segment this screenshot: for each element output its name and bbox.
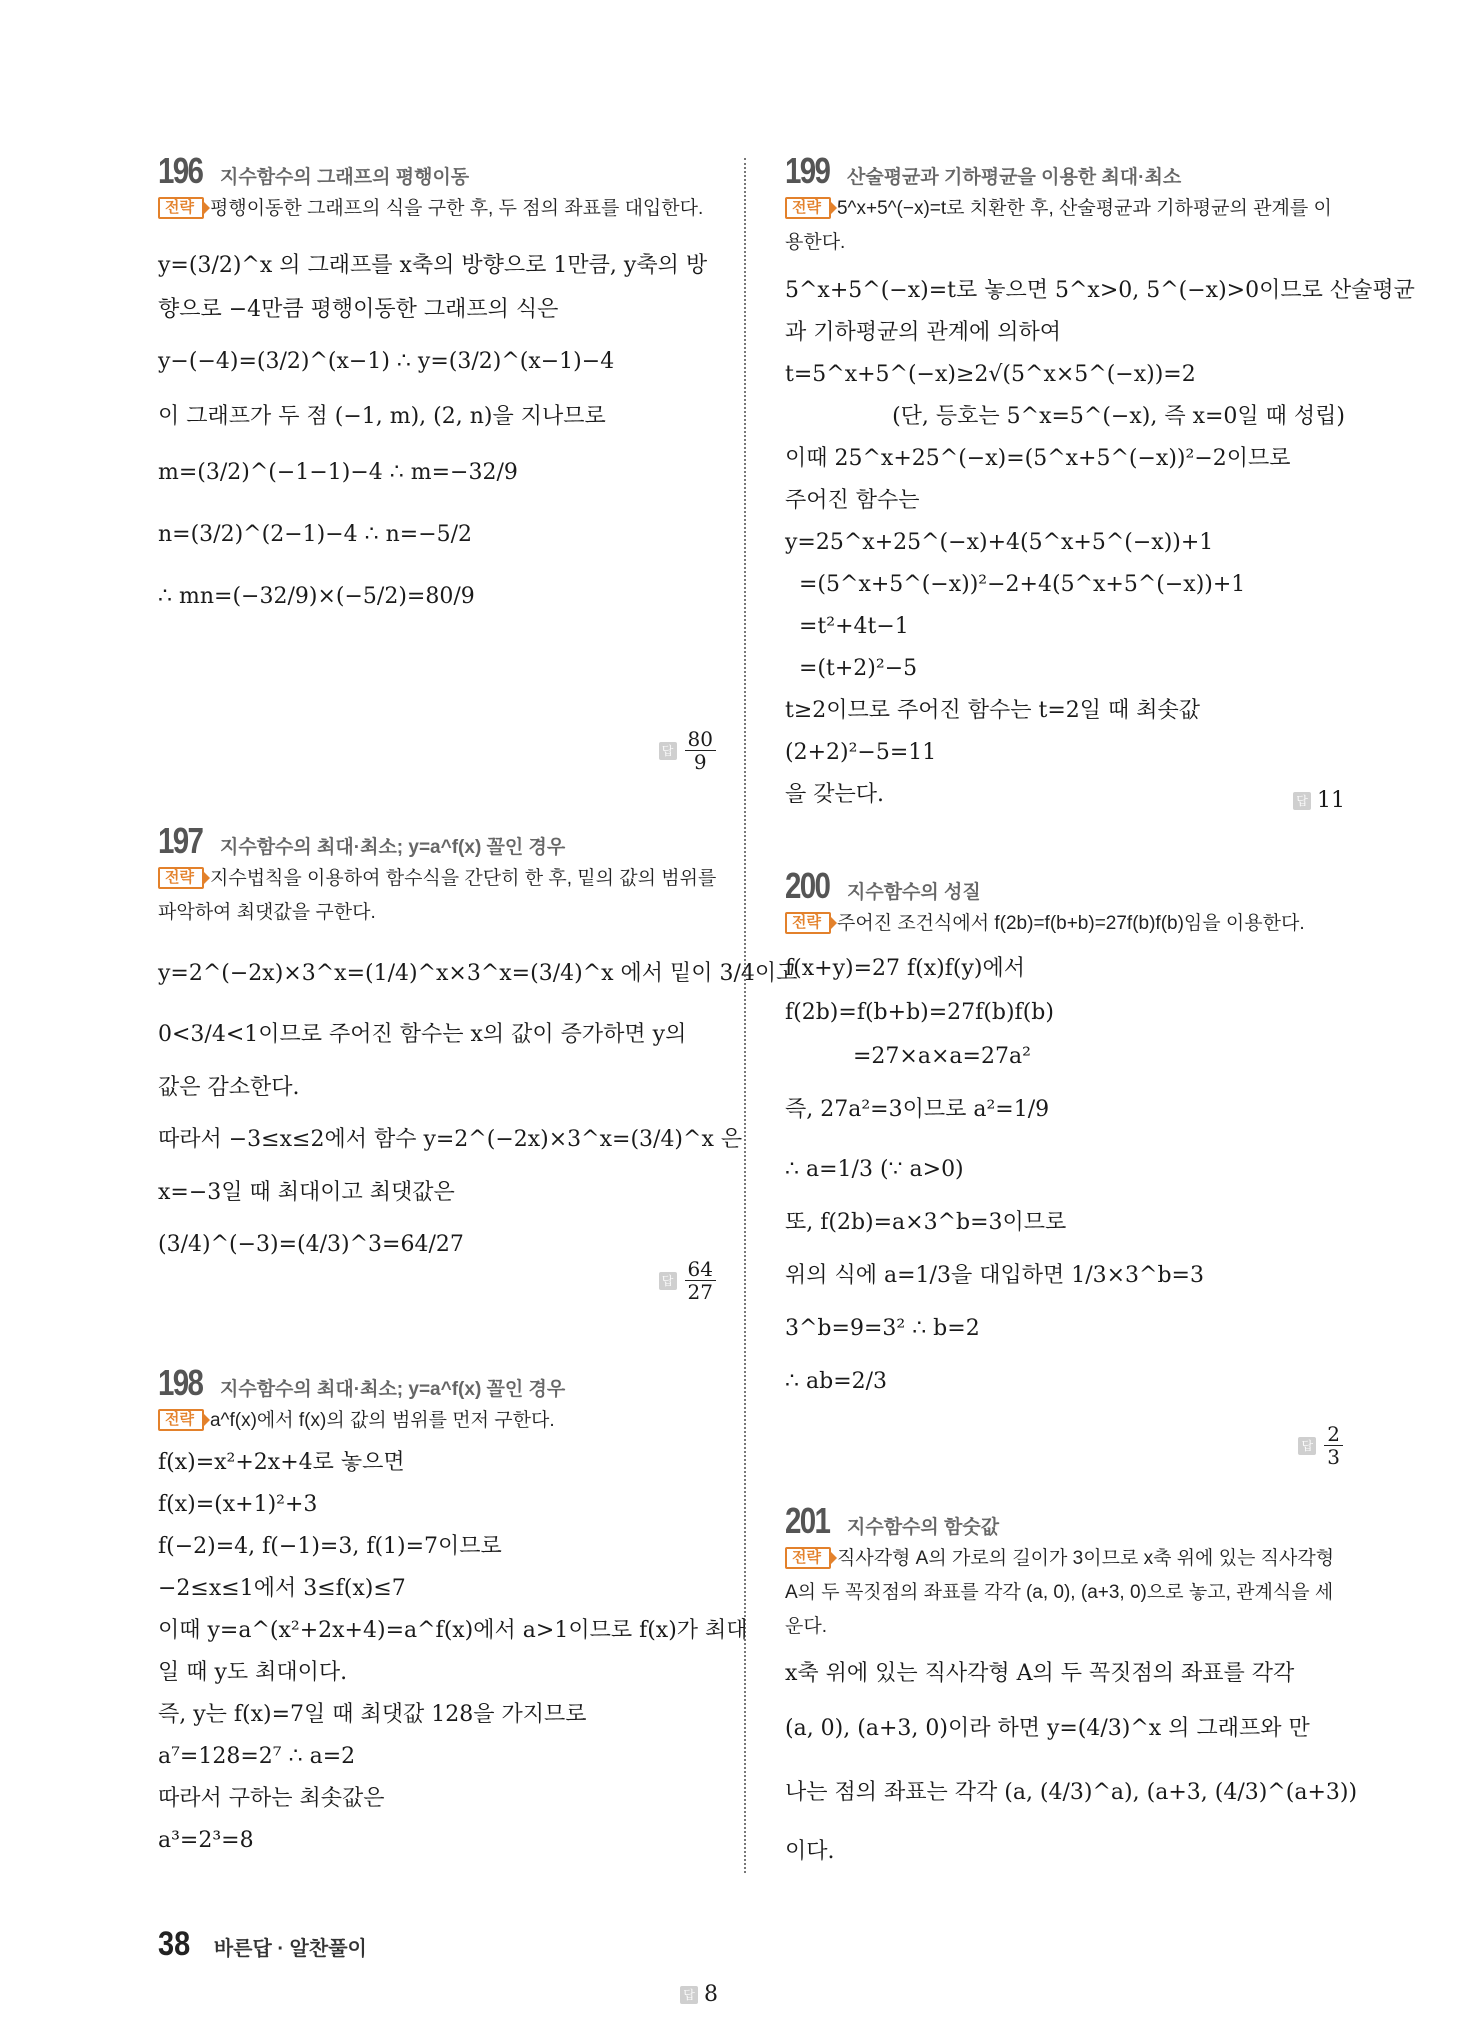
problem-title: 지수함수의 최대·최소; y=a^f(x) 꼴인 경우 — [220, 1379, 566, 1400]
problem-number: 196 — [158, 150, 203, 191]
strategy-badge: 전략 — [158, 867, 204, 889]
problem-201 — [785, 1500, 1358, 1878]
strategy-badge: 전략 — [158, 197, 204, 219]
answer-icon: 답 — [1298, 1437, 1316, 1455]
problem-200 — [785, 865, 1345, 1469]
strategy-badge: 전략 — [785, 1547, 831, 1569]
answer-value: 8 — [704, 1982, 718, 2007]
solution-line: n=(3/2)^(2−1)−4 ∴ n=−5/2 — [158, 522, 473, 547]
strategy — [785, 907, 1345, 941]
problem-197 — [158, 820, 798, 1304]
solution-line: 값은 감소한다. — [158, 1075, 300, 1100]
solution-line: f(−2)=4, f(−1)=3, f(1)=7이므로 — [158, 1534, 502, 1559]
answer — [659, 1258, 718, 1303]
strategy-badge: 전략 — [785, 197, 831, 219]
solution-line: ∴ mn=(−32/9)×(−5/2)=80/9 — [158, 584, 475, 609]
solution-line: 이 그래프가 두 점 (−1, m), (2, n)을 지나므로 — [158, 404, 606, 429]
solution-line: 이때 y=a^(x²+2x+4)=a^f(x)에서 a>1이므로 f(x)가 최대 — [158, 1618, 748, 1643]
strategy-text: 지수법칙을 이용하여 함수식을 간단히 한 후, 밑의 값의 범위를 파악하여 최댓값을 구한다. — [158, 868, 717, 923]
solution-line: 3^b=9=3² ∴ b=2 — [785, 1316, 980, 1341]
strategy — [785, 1542, 1345, 1644]
answer — [1298, 1423, 1345, 1468]
solution-line: x축 위에 있는 직사각형 A의 두 꼭짓점의 좌표를 각각 — [785, 1661, 1295, 1686]
solution-line: m=(3/2)^(−1−1)−4 ∴ m=−32/9 — [158, 460, 518, 485]
solution-line: (단, 등호는 5^x=5^(−x), 즉 x=0일 때 성립) — [892, 404, 1345, 429]
solution-line: y=25^x+25^(−x)+4(5^x+5^(−x))+1 — [785, 530, 1214, 555]
solution-line: (3/4)^(−3)=(4/3)^3=64/27 — [158, 1232, 464, 1257]
problem-number: 199 — [785, 150, 830, 191]
strategy — [158, 862, 718, 930]
strategy-text: 5^x+5^(−x)=t로 치환한 후, 산술평균과 기하평균의 관계를 이용한다. — [785, 198, 1332, 253]
answer-numerator: 2 — [1324, 1423, 1343, 1446]
problem-199 — [785, 150, 1415, 816]
problem-number: 198 — [158, 1362, 203, 1403]
solution-line: 이때 25^x+25^(−x)=(5^x+5^(−x))²−2이므로 — [785, 446, 1291, 471]
solution-line: 주어진 함수는 — [785, 488, 920, 513]
solution-line: 따라서 −3≤x≤2에서 함수 y=2^(−2x)×3^x=(3/4)^x 은 — [158, 1127, 743, 1152]
solution-line: (2+2)²−5=11 — [785, 740, 937, 765]
solution-line: f(x)=x²+2x+4로 놓으면 — [158, 1450, 405, 1475]
solution-line: 일 때 y도 최대이다. — [158, 1660, 348, 1685]
answer — [680, 1982, 718, 2007]
solution-line: 5^x+5^(−x)=t로 놓으면 5^x>0, 5^(−x)>0이므로 산술평균 — [785, 278, 1415, 303]
solution-line: 위의 식에 a=1/3을 대입하면 1/3×3^b=3 — [785, 1263, 1204, 1288]
solution-line: 즉, y는 f(x)=7일 때 최댓값 128을 가지므로 — [158, 1702, 587, 1727]
solution-line: y=(3/2)^x 의 그래프를 x축의 방향으로 1만큼, y축의 방 — [158, 253, 708, 278]
solution-line: x=−3일 때 최대이고 최댓값은 — [158, 1180, 455, 1205]
problem-title: 산술평균과 기하평균을 이용한 최대·최소 — [847, 167, 1182, 188]
solution-line: 과 기하평균의 관계에 의하여 — [785, 320, 1062, 345]
solution-line: 이다. — [785, 1839, 835, 1864]
answer-denominator: 27 — [687, 1280, 713, 1304]
problem-title: 지수함수의 그래프의 평행이동 — [220, 167, 470, 188]
solution-line: ∴ ab=2/3 — [785, 1369, 888, 1394]
answer — [659, 728, 718, 773]
page-footer — [158, 1925, 367, 1964]
footer-label: 바른답 · 알찬풀이 — [213, 1938, 367, 1960]
answer-icon: 답 — [1293, 792, 1311, 810]
answer-value: 11 — [1317, 788, 1345, 813]
problem-number: 200 — [785, 865, 830, 906]
strategy-text: 직사각형 A의 가로의 길이가 3이므로 x축 위에 있는 직사각형 A의 두 꼭짓점의 좌표를 각각 (a, 0), (a+3, 0)으로 놓고, 관계식을 세운다. — [785, 1548, 1335, 1637]
solution-line: 향으로 −4만큼 평행이동한 그래프의 식은 — [158, 297, 559, 322]
strategy — [158, 192, 718, 226]
solution-line: =27×a×a=27a² — [853, 1044, 1031, 1069]
answer-denominator: 9 — [693, 750, 707, 774]
solution-line: 따라서 구하는 최솟값은 — [158, 1786, 385, 1811]
solution-line: f(2b)=f(b+b)=27f(b)f(b) — [785, 1000, 1054, 1025]
problem-number: 197 — [158, 820, 203, 861]
problem-title: 지수함수의 함숫값 — [847, 1517, 1000, 1538]
solution-line: y−(−4)=(3/2)^(x−1) ∴ y=(3/2)^(x−1)−4 — [158, 349, 615, 374]
solution-line: y=2^(−2x)×3^x=(1/4)^x×3^x=(3/4)^x 에서 밑이 3/4이고 — [158, 961, 798, 986]
strategy-badge: 전략 — [785, 912, 831, 934]
solution-line: f(x)=(x+1)²+3 — [158, 1492, 318, 1517]
strategy-text: a^f(x)에서 f(x)의 값의 범위를 먼저 구한다. — [209, 1410, 555, 1431]
answer-numerator: 64 — [685, 1258, 716, 1281]
solution-line: =(t+2)²−5 — [799, 656, 918, 681]
answer — [1293, 788, 1345, 813]
answer-icon: 답 — [659, 742, 677, 760]
strategy-text: 주어진 조건식에서 f(2b)=f(b+b)=27f(b)f(b)임을 이용한다. — [836, 913, 1305, 934]
solution-line: f(x+y)=27 f(x)f(y)에서 — [785, 956, 1025, 981]
problem-title: 지수함수의 성질 — [847, 882, 981, 903]
solution-line: t=5^x+5^(−x)≥2√(5^x×5^(−x))=2 — [785, 362, 1196, 387]
solution-line: −2≤x≤1에서 3≤f(x)≤7 — [158, 1576, 406, 1601]
column-divider — [744, 158, 746, 1873]
problem-196 — [158, 150, 718, 774]
solution-line: 즉, 27a²=3이므로 a²=1/9 — [785, 1097, 1050, 1122]
answer-numerator: 80 — [685, 728, 716, 751]
solution-line: 0<3/4<1이므로 주어진 함수는 x의 값이 증가하면 y의 — [158, 1022, 687, 1047]
solution-line: =(5^x+5^(−x))²−2+4(5^x+5^(−x))+1 — [799, 572, 1246, 597]
solution-line: 또, f(2b)=a×3^b=3이므로 — [785, 1210, 1067, 1235]
solution-line: a⁷=128=2⁷ ∴ a=2 — [158, 1744, 356, 1769]
strategy — [785, 192, 1345, 260]
solution-line: t≥2이므로 주어진 함수는 t=2일 때 최솟값 — [785, 698, 1201, 723]
solution-line: 을 갖는다. — [785, 782, 884, 807]
strategy — [158, 1404, 718, 1438]
solution-line: =t²+4t−1 — [799, 614, 909, 639]
answer-denominator: 3 — [1327, 1445, 1340, 1469]
solution-line: 나는 점의 좌표는 각각 (a, (4/3)^a), (a+3, (4/3)^(a+3)) — [785, 1780, 1358, 1805]
page-number: 38 — [158, 1925, 191, 1963]
solution-line: (a, 0), (a+3, 0)이라 하면 y=(4/3)^x 의 그래프와 만 — [785, 1716, 1310, 1741]
strategy-text: 평행이동한 그래프의 식을 구한 후, 두 점의 좌표를 대입한다. — [209, 198, 704, 219]
problem-number: 201 — [785, 1500, 830, 1541]
answer-icon: 답 — [659, 1272, 677, 1290]
solution-line: ∴ a=1/3 (∵ a>0) — [785, 1157, 964, 1182]
answer-icon: 답 — [680, 1986, 698, 2004]
strategy-badge: 전략 — [158, 1409, 204, 1431]
problem-title: 지수함수의 최대·최소; y=a^f(x) 꼴인 경우 — [220, 837, 566, 858]
solution-line: a³=2³=8 — [158, 1828, 254, 1853]
